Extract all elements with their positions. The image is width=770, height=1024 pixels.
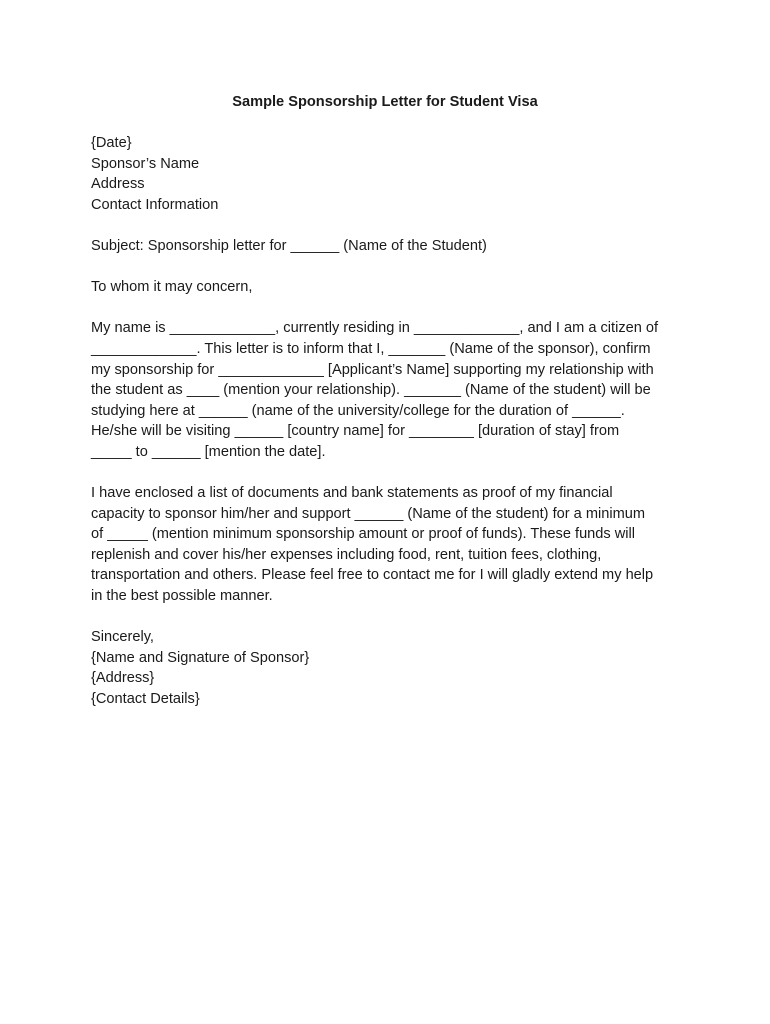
spacer — [91, 298, 691, 319]
paragraph-line: My name is _____________, currently residing in _____________, and I am a citizen of — [91, 320, 659, 337]
spacer — [91, 257, 691, 278]
paragraph-line: of _____ (mention minimum sponsorship amount or proof of funds). These funds will — [91, 526, 636, 543]
paragraph-line: I have enclosed a list of documents and bank statements as proof of my financial — [91, 485, 613, 502]
salutation: To whom it may concern, — [91, 279, 253, 296]
spacer — [91, 607, 691, 628]
paragraph-line: in the best possible manner. — [91, 588, 273, 605]
paragraph-line: studying here at ______ (name of the university/college for the duration of ______. — [91, 402, 625, 419]
letter-body — [91, 133, 691, 710]
header-line-sponsor-name: Sponsor’s Name — [91, 155, 200, 172]
header-line-date: {Date} — [91, 135, 132, 151]
spacer — [91, 215, 691, 236]
subject-line: Subject: Sponsorship letter for ______ (Name of the Student) — [91, 237, 487, 254]
header-line-address: Address — [91, 176, 145, 193]
paragraph-1 — [91, 318, 691, 462]
paragraph-line: the student as ____ (mention your relationship). _______ (Name of the student) will be — [91, 382, 651, 399]
paragraph-2 — [91, 483, 691, 607]
paragraph-line: _____ to ______ [mention the date]. — [91, 443, 326, 460]
paragraph-line: capacity to sponsor him/her and support ______ (Name of the student) for a minimum — [91, 505, 646, 522]
closing-contact: {Contact Details} — [91, 691, 200, 708]
closing-signature: {Name and Signature of Sponsor} — [91, 649, 310, 666]
closing-address: {Address} — [91, 670, 155, 687]
sponsor-header — [91, 133, 691, 215]
paragraph-line: _____________. This letter is to inform that I, _______ (Name of the sponsor), confirm — [91, 340, 651, 357]
header-line-contact: Contact Information — [91, 196, 219, 213]
closing — [91, 627, 691, 709]
paragraph-line: my sponsorship for _____________ [Applicant’s Name] supporting my relationship with — [91, 361, 654, 378]
spacer — [91, 463, 691, 484]
paragraph-line: He/she will be visiting ______ [country name] for ________ [duration of stay] from — [91, 423, 620, 440]
paragraph-line: replenish and cover his/her expenses including food, rent, tuition fees, clothing, — [91, 546, 602, 563]
letter-title: Sample Sponsorship Letter for Student Visa — [232, 94, 538, 110]
closing-sincerely: Sincerely, — [91, 629, 154, 646]
paragraph-line: transportation and others. Please feel free to contact me for I will gladly extend my help — [91, 567, 654, 584]
